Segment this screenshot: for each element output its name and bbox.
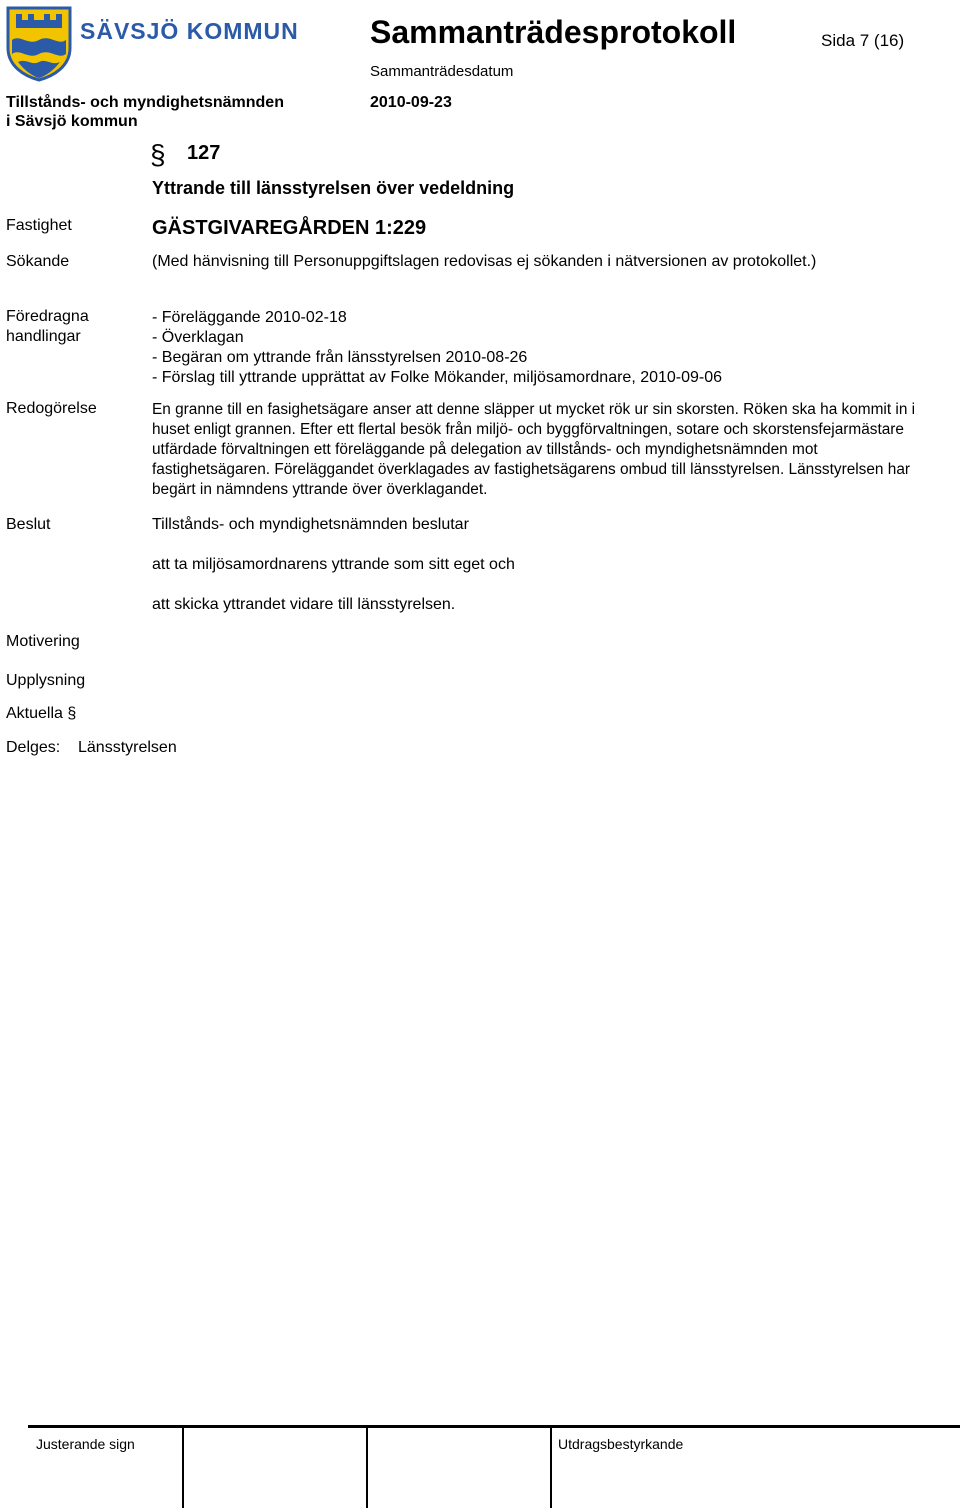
decision-item: att ta miljösamordnarens yttrande som sitt eget och bbox=[152, 556, 515, 573]
section-symbol-icon: § bbox=[150, 139, 166, 170]
distribution-label: Delges: bbox=[6, 739, 61, 756]
meeting-date-label: Sammanträdesdatum bbox=[370, 63, 514, 80]
committee-name: Tillstånds- och myndighetsnämnden bbox=[6, 94, 284, 111]
applicant-value: (Med hänvisning till Personuppgiftslagen redovisas ej sökanden i nätversionen av protokollet.) bbox=[152, 253, 817, 270]
section-symbol-icon: § bbox=[67, 705, 77, 722]
applicant-label: Sökande bbox=[6, 253, 70, 270]
documents-label-line2: handlingar bbox=[6, 328, 81, 345]
decision-intro: Tillstånds- och myndighetsnämnden beslutar bbox=[152, 516, 469, 533]
property-value: GÄSTGIVAREGÅRDEN 1:229 bbox=[152, 217, 427, 239]
committee-municipality: i Sävsjö kommun bbox=[6, 113, 138, 130]
footer-signature-box bbox=[28, 1425, 960, 1511]
documents-label-line1: Föredragna bbox=[6, 308, 89, 325]
document-item: - Förslag till yttrande upprättat av Folke Mökander, miljösamordnare, 2010-09-06 bbox=[152, 369, 723, 386]
documents-list bbox=[152, 308, 722, 388]
municipality-coat-of-arms-logo bbox=[6, 6, 72, 82]
document-item: - Begäran om yttrande från länsstyrelsen 2010-08-26 bbox=[152, 349, 528, 366]
decision-label: Beslut bbox=[6, 516, 51, 533]
information-label: Upplysning bbox=[6, 672, 86, 689]
report-label: Redogörelse bbox=[6, 400, 97, 417]
footer-divider bbox=[550, 1426, 552, 1508]
footer-sign-label: Justerande sign bbox=[36, 1436, 135, 1452]
page-number: Sida 7 (16) bbox=[821, 31, 905, 50]
document-item: - Överklagan bbox=[152, 329, 244, 346]
paragraph-number: 127 bbox=[187, 142, 221, 164]
meeting-date-value: 2010-09-23 bbox=[370, 94, 452, 111]
footer-divider bbox=[182, 1426, 184, 1508]
relevant-label-text: Aktuella bbox=[6, 705, 63, 722]
relevant-label bbox=[6, 705, 76, 723]
distribution-value: Länsstyrelsen bbox=[78, 739, 177, 756]
footer-divider bbox=[366, 1426, 368, 1508]
decision-item: att skicka yttrandet vidare till länsstyrelsen. bbox=[152, 596, 456, 613]
report-text: En granne till en fasighetsägare anser att denne släpper ut mycket rök ur sin skorsten. Röken ska ha kommit in i huset enligt grannen. Efter ett flertal besök från miljö- och byggförvaltningen, sotare och skorstensfejarmästare utfärdade förvaltningen ett föreläggande på delegation av tillstånds- och myndighetsnämnden mot fastighetsägaren. Föreläggandet överklagades av fastighetsägarens ombud till länsstyrelsen. Länsstyrelsen har begärt in nämndens yttrande över överklagandet. bbox=[152, 401, 916, 498]
property-label: Fastighet bbox=[6, 217, 72, 234]
paragraph-title: Yttrande till länsstyrelsen över vedeldning bbox=[152, 178, 515, 198]
logo-text: SÄVSJÖ KOMMUN bbox=[80, 18, 299, 44]
document-item: - Föreläggande 2010-02-18 bbox=[152, 309, 347, 326]
footer-extract-label: Utdragsbestyrkande bbox=[558, 1436, 684, 1452]
motivation-label: Motivering bbox=[6, 633, 80, 650]
document-title: Sammanträdesprotokoll bbox=[370, 14, 737, 50]
